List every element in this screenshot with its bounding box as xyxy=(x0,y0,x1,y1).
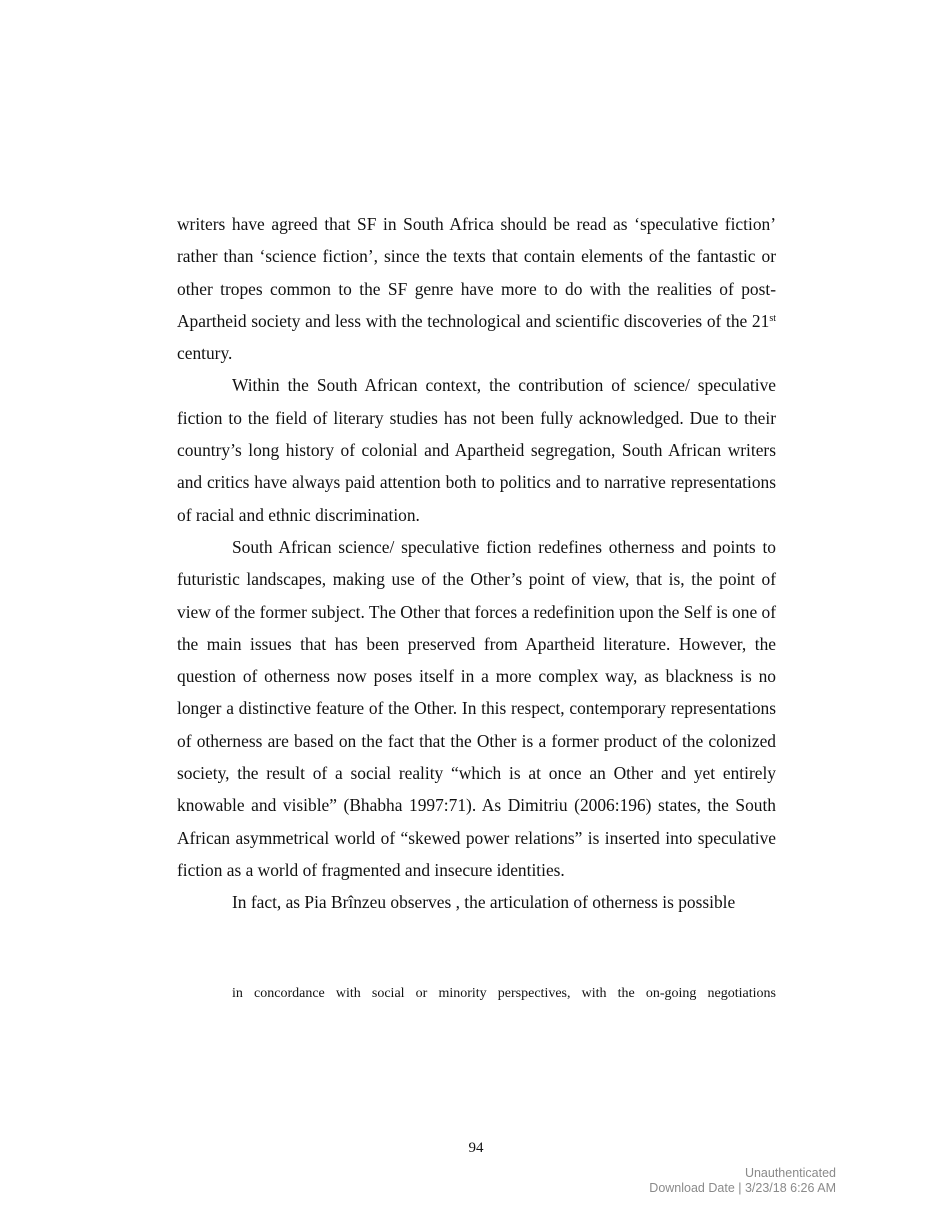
paragraph-1-ending: century. xyxy=(177,343,233,364)
ordinal-superscript: st xyxy=(769,312,776,324)
page-body xyxy=(177,208,776,919)
download-watermark xyxy=(649,1166,836,1196)
watermark-status: Unauthenticated xyxy=(744,1166,836,1180)
page-number: 94 xyxy=(468,1140,484,1156)
paragraph-1-text: writers have agreed that SF in South Africa should be read as ‘speculative fiction’ rather than ‘science fiction’, since the texts that contain elements of the fantastic or other tropes common to the SF genre have more to do with the realities of post-Apartheid society and less with the technological and scientific discoveries of the 21 xyxy=(177,214,776,331)
paragraph-2: Within the South African context, the contribution of science/ speculative fiction to the field of literary studies has not been fully acknowledged. Due to their country’s long history of colonial and Apartheid segregation, South African writers and critics have always paid attention both to politics and to narrative representations of racial and ethnic discrimination. xyxy=(177,375,776,525)
paragraph-1 xyxy=(177,208,776,369)
paragraph-4: In fact, as Pia Brînzeu observes , the articulation of otherness is possible xyxy=(232,892,736,913)
block-quote: in concordance with social or minority perspectives, with the on-going negotiations xyxy=(232,986,776,1001)
watermark-download-date: Download Date | 3/23/18 6:26 AM xyxy=(649,1181,836,1195)
paragraph-3: South African science/ speculative fiction redefines otherness and points to futuristic landscapes, making use of the Other’s point of view, that is, the point of view of the former subject. The Other that forces a redefinition upon the Self is one of the main issues that has been preserved from Apartheid literature. However, the question of otherness now poses itself in a more complex way, as blackness is no longer a distinctive feature of the Other. In this respect, contemporary representations of otherness are based on the fact that the Other is a former product of the colonized society, the result of a social reality “which is at once an Other and yet entirely knowable and visible” (Bhabha 1997:71). As Dimitriu (2006:196) states, the South African asymmetrical world of “skewed power relations” is inserted into speculative fiction as a world of fragmented and insecure identities. xyxy=(177,536,776,880)
